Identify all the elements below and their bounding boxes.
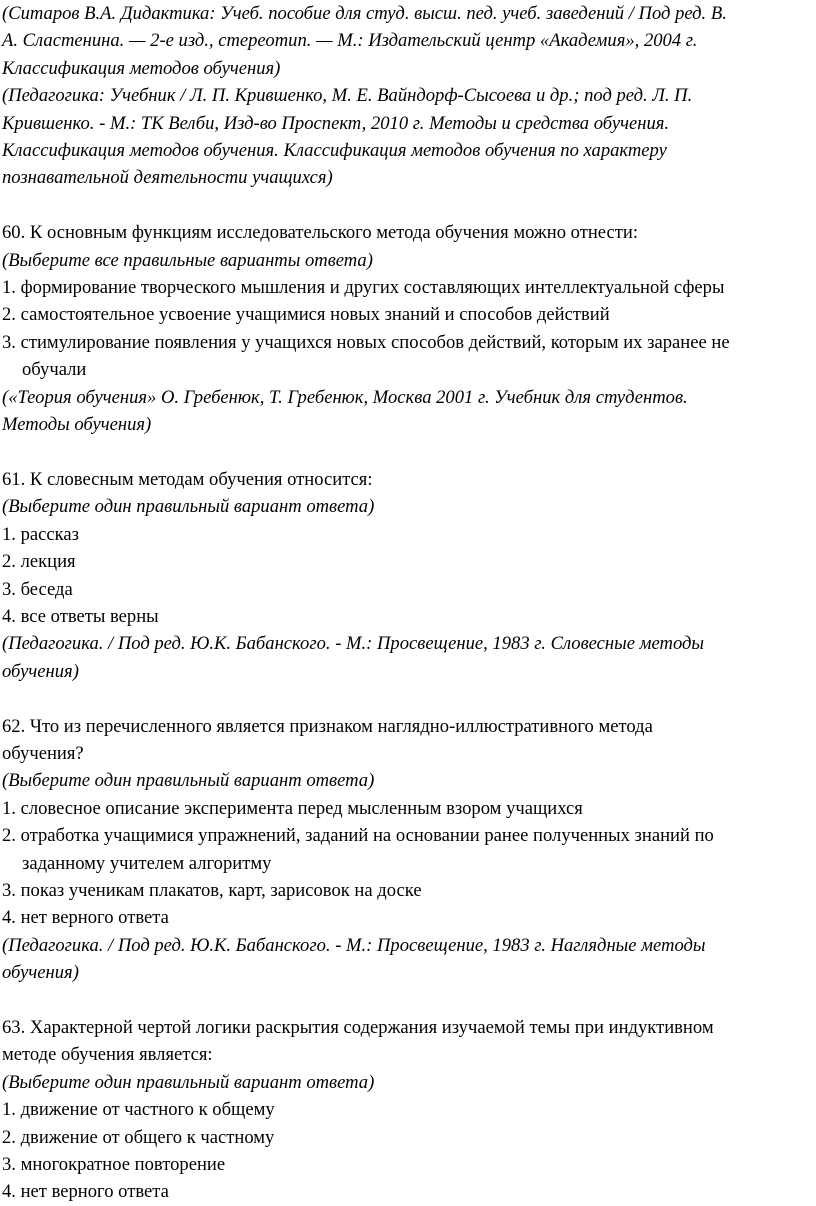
reference-line: познавательной деятельности учащихся) xyxy=(2,167,333,189)
answer-option: 1. формирование творческого мышления и других составляющих интеллектуальной сферы xyxy=(2,277,725,299)
answer-option: 2. отработка учащимися упражнений, заданий на основании ранее полученных знаний по xyxy=(2,825,714,847)
reference-line: (Педагогика: Учебник / Л. П. Крившенко, М. Е. Вайндорф-Сысоева и др.; под ред. Л. П. xyxy=(2,85,693,107)
answer-option: 1. рассказ xyxy=(2,523,79,545)
answer-option-continuation: обучали xyxy=(22,359,87,381)
question-reference: («Теория обучения» О. Гребенюк, Т. Гребенюк, Москва 2001 г. Учебник для студентов. xyxy=(2,386,688,408)
question-63 xyxy=(2,1014,810,1206)
answer-option: 4. нет верного ответа xyxy=(2,1181,169,1203)
question-text: 60. К основным функциям исследовательского метода обучения можно отнести: xyxy=(2,222,639,244)
question-instruction: (Выберите один правильный вариант ответа) xyxy=(2,496,375,518)
spacer xyxy=(2,987,810,1014)
question-reference: Методы обучения) xyxy=(2,414,152,436)
answer-option: 3. многократное повторение xyxy=(2,1154,226,1175)
answer-option: 1. движение от частного к общему xyxy=(2,1099,275,1121)
question-instruction: (Выберите все правильные варианты ответа) xyxy=(2,249,373,271)
answer-option: 4. все ответы верны xyxy=(2,605,159,627)
question-reference: обучения) xyxy=(2,962,79,984)
question-61 xyxy=(2,466,810,685)
spacer xyxy=(2,685,810,712)
reference-line: А. Сластенина. — 2-е изд., стереотип. — М.: Издательский центр «Академия», 2004 г. xyxy=(2,30,698,52)
spacer xyxy=(2,192,810,219)
question-text: 61. К словесным методам обучения относится: xyxy=(2,468,373,490)
answer-option: 1. словесное описание эксперимента перед мысленным взором учащихся xyxy=(2,797,583,819)
answer-option: 2. движение от общего к частному xyxy=(2,1126,275,1148)
answer-option: 3. стимулирование появления у учащихся новых способов действий, которым их заранее не xyxy=(2,331,730,353)
question-text: обучения? xyxy=(2,742,84,764)
reference-line: Классификация методов обучения. Классификация методов обучения по характеру xyxy=(2,140,667,162)
reference-line: Классификация методов обучения) xyxy=(2,57,281,79)
question-text: 63. Характерной чертой логики раскрытия содержания изучаемой темы при индуктивном xyxy=(2,1016,714,1038)
reference-line: Крившенко. - М.: ТК Велби, Изд-во Проспект, 2010 г. Методы и средства обучения. xyxy=(2,112,670,134)
question-text: методе обучения является: xyxy=(2,1044,213,1066)
question-62 xyxy=(2,713,810,987)
answer-option: 2. лекция xyxy=(2,551,76,573)
answer-option: 2. самостоятельное усвоение учащимися новых знаний и способов действий xyxy=(2,304,610,326)
answer-option: 3. беседа xyxy=(2,578,73,600)
spacer xyxy=(2,438,810,465)
answer-option: 3. показ ученикам плакатов, карт, зарисовок на доске xyxy=(2,879,422,901)
answer-option-continuation: заданному учителем алгоритму xyxy=(22,852,272,874)
top-references xyxy=(2,0,810,192)
question-60 xyxy=(2,219,810,438)
question-reference: (Педагогика. / Под ред. Ю.К. Бабанского. - М.: Просвещение, 1983 г. Словесные методы xyxy=(2,633,705,655)
question-instruction: (Выберите один правильный вариант ответа) xyxy=(2,770,375,792)
question-instruction: (Выберите один правильный вариант ответа) xyxy=(2,1071,375,1093)
answer-option: 4. нет верного ответа xyxy=(2,907,169,929)
question-reference: (Педагогика. / Под ред. Ю.К. Бабанского. - М.: Просвещение, 1983 г. Наглядные методы xyxy=(2,934,706,956)
reference-line: (Ситаров В.А. Дидактика: Учеб. пособие для студ. высш. пед. учеб. заведений / Под ред. В. xyxy=(2,3,727,24)
question-text: 62. Что из перечисленного является признаком наглядно-иллюстративного метода xyxy=(2,715,653,737)
question-reference: обучения) xyxy=(2,660,79,682)
